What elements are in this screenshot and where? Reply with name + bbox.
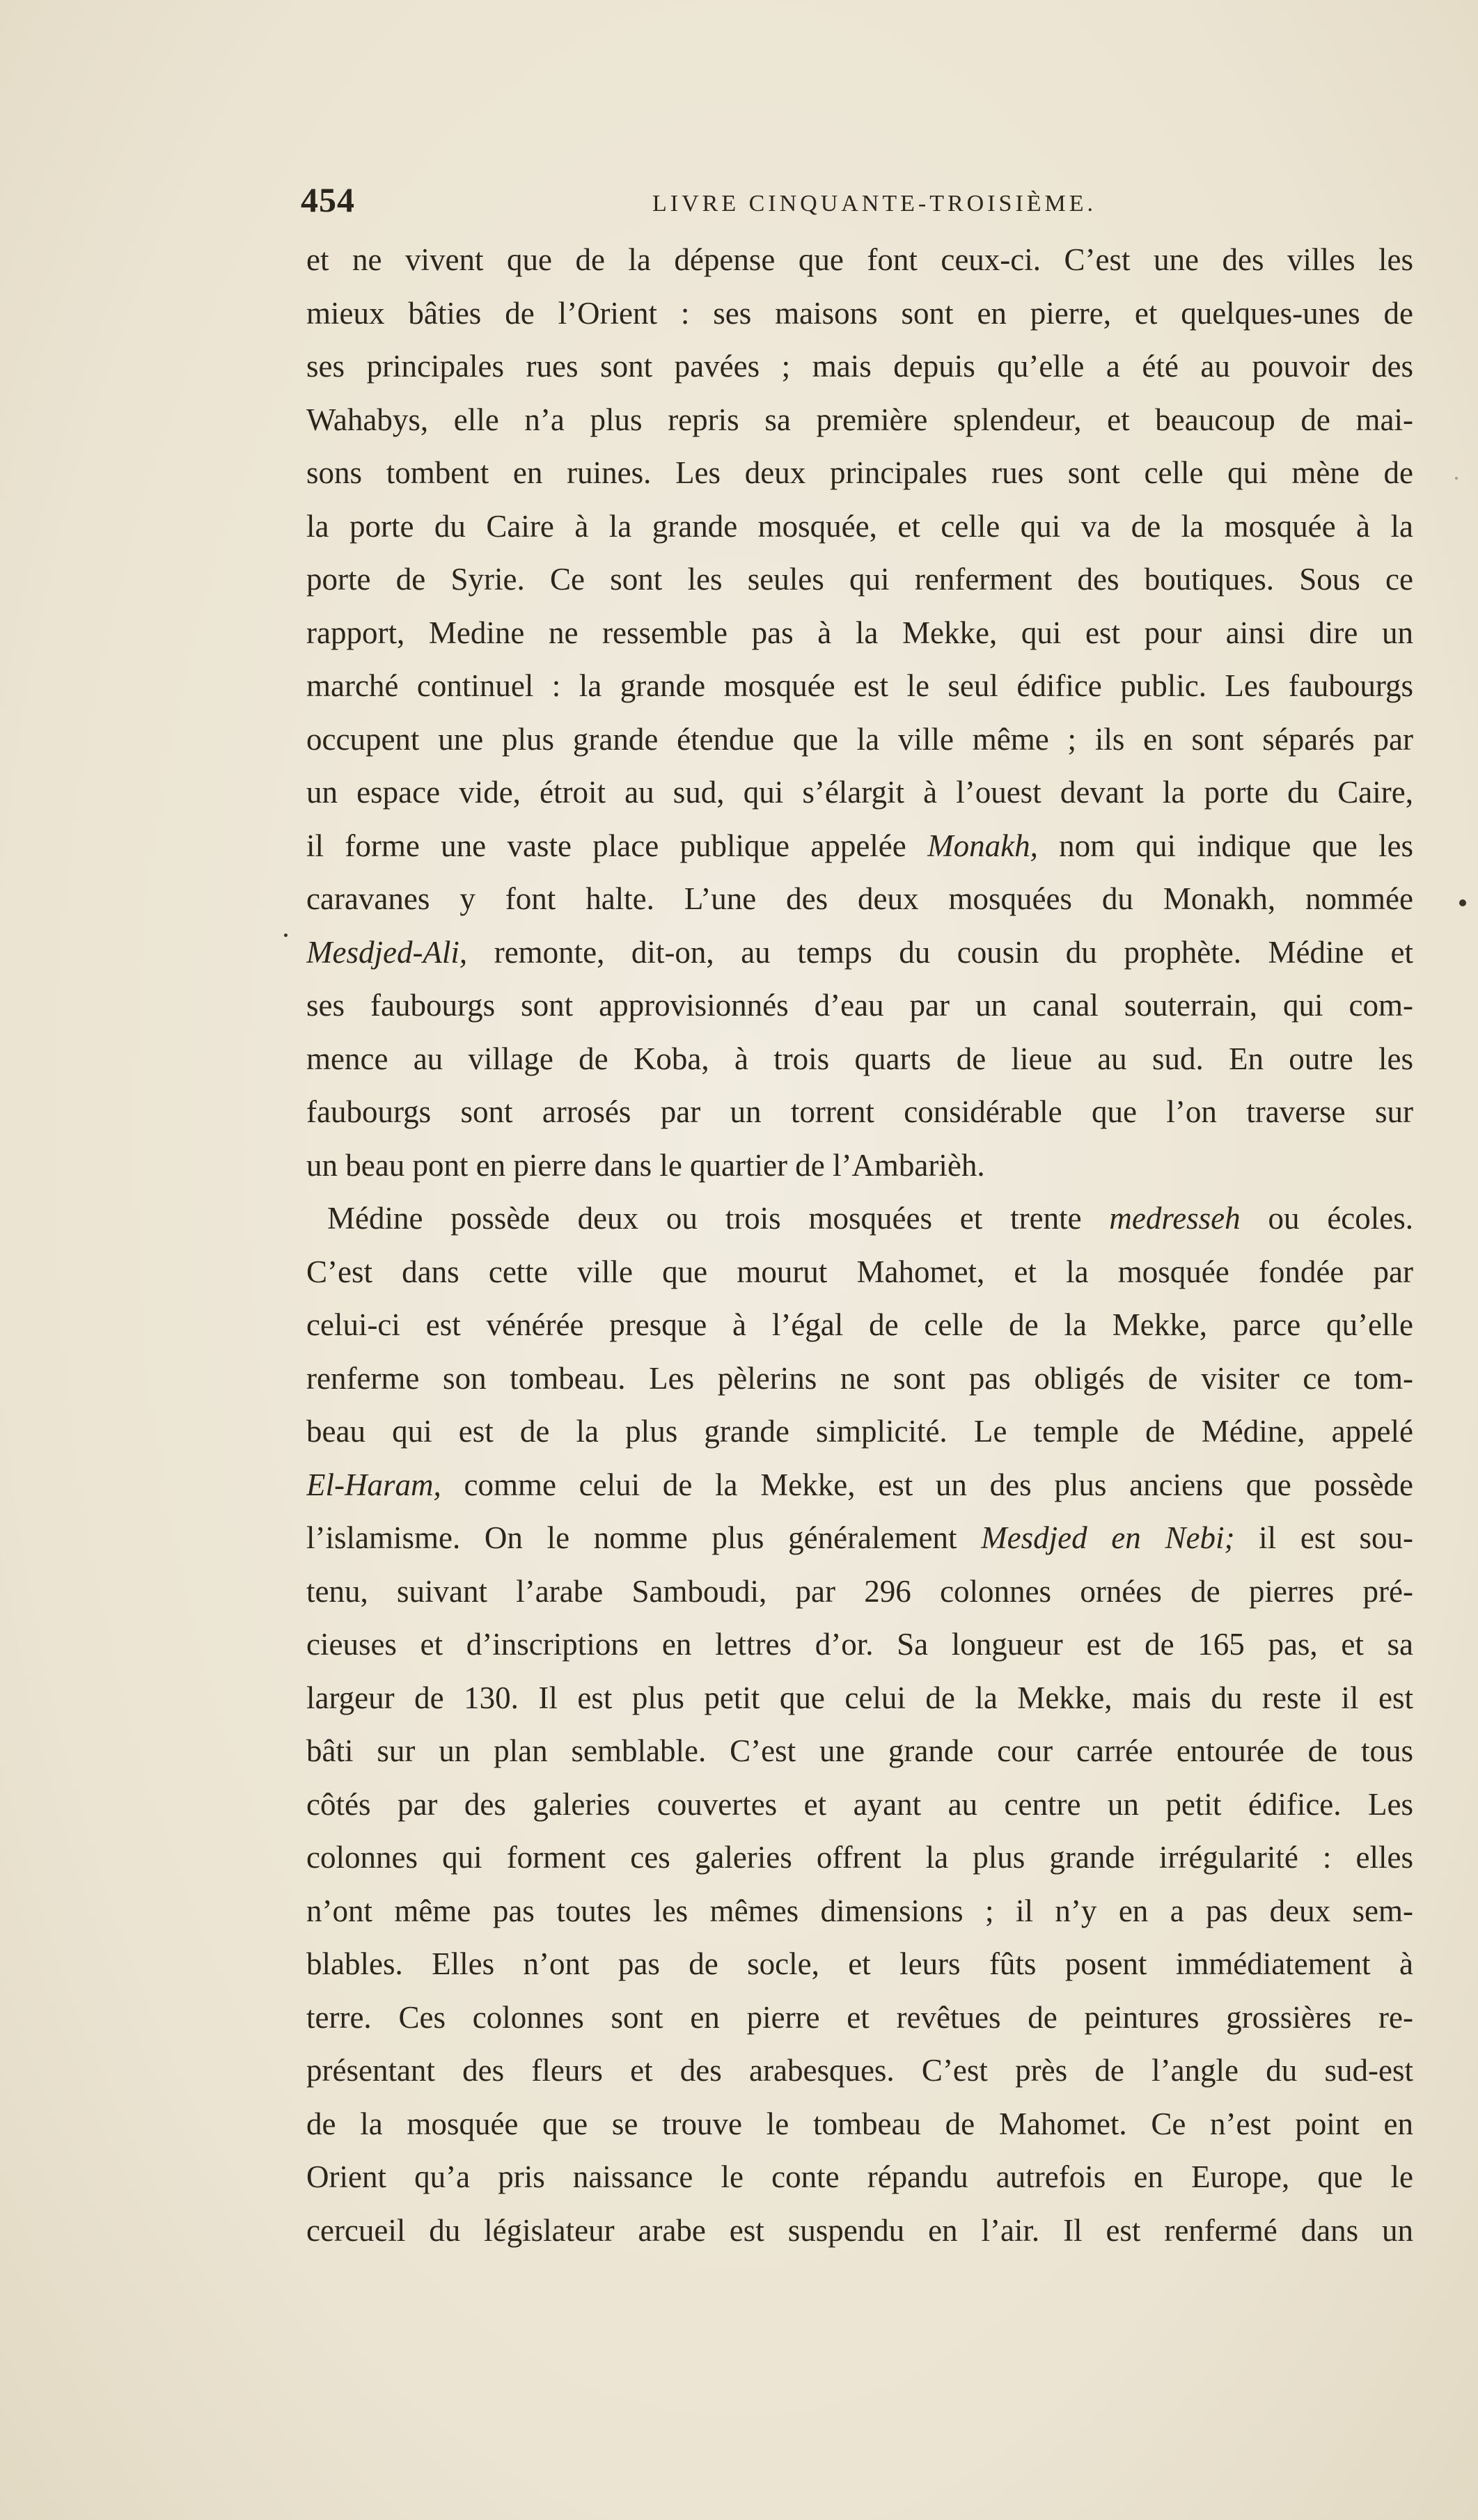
paper-speck — [284, 934, 288, 937]
text-run: la porte du Caire à la grande mosquée, et celle qui va de la mosquée à la — [306, 508, 1413, 544]
text-line — [306, 446, 1413, 500]
text-run: blables. Elles n’ont pas de socle, et leurs fûts posent immédiatement à — [306, 1946, 1413, 1981]
text-line — [306, 926, 1413, 979]
text-run: Wahabys, elle n’a plus repris sa première splendeur, et beaucoup de mai- — [306, 402, 1413, 437]
text-line — [306, 1511, 1413, 1565]
text-run: n’ont même pas toutes les mêmes dimensions ; il n’y en a pas deux sem- — [306, 1893, 1413, 1928]
text-run: faubourgs sont arrosés par un torrent considérable que l’on traverse sur — [306, 1094, 1413, 1129]
text-line — [306, 287, 1413, 340]
text-line — [306, 1298, 1413, 1352]
text-line — [306, 1458, 1413, 1512]
text-line — [306, 1085, 1413, 1139]
text-run: caravanes y font halte. L’une des deux mosquées du Monakh, nommée — [306, 881, 1413, 916]
running-title: LIVRE CINQUANTE-TROISIÈME. — [652, 191, 1097, 216]
text-run: Orient qu’a pris naissance le conte répandu autrefois en Europe, que le — [306, 2159, 1413, 2194]
text-run: côtés par des galeries couvertes et ayant au centre un petit édifice. Les — [306, 1786, 1413, 1822]
text-line — [306, 393, 1413, 447]
body-text — [306, 233, 1413, 2257]
text-run: celui-ci est vénérée presque à l’égal de celle de la Mekke, parce qu’elle — [306, 1307, 1413, 1342]
text-run: présentant des fleurs et des arabesques. C’est près de l’angle du sud-est — [306, 2053, 1413, 2088]
paper-speck — [1455, 477, 1458, 480]
text-line — [306, 2097, 1413, 2151]
text-run: bâti sur un plan semblable. C’est une grande cour carrée entourée de tous — [306, 1733, 1413, 1768]
text-line — [306, 819, 1413, 873]
running-head — [301, 180, 1408, 221]
italic-term: medresseh — [1109, 1201, 1241, 1236]
text-line — [306, 2150, 1413, 2204]
text-line — [306, 340, 1413, 393]
text-line — [306, 1724, 1413, 1778]
italic-term: Mesdjed-Ali, — [306, 934, 468, 970]
text-run: occupent une plus grande étendue que la ville même ; ils en sont séparés par — [306, 721, 1413, 757]
text-line — [306, 553, 1413, 606]
text-line — [306, 1032, 1413, 1086]
text-run: de la mosquée que se trouve le tombeau de Mahomet. Ce n’est point en — [306, 2106, 1413, 2141]
italic-term: Monakh, — [927, 828, 1038, 863]
paper-speck — [1459, 899, 1466, 906]
italic-term: El-Haram, — [306, 1467, 441, 1502]
text-line — [306, 1778, 1413, 1832]
text-run: cercueil du législateur arabe est suspendu en l’air. Il est renfermé dans un — [306, 2212, 1413, 2248]
text-line — [306, 979, 1413, 1032]
text-run: terre. Ces colonnes sont en pierre et revêtues de peintures grossières re- — [306, 1999, 1413, 2035]
text-line — [306, 713, 1413, 766]
text-line — [306, 606, 1413, 660]
text-line — [306, 1192, 1413, 1245]
text-run: C’est dans cette ville que mourut Mahomet, et la mosquée fondée par — [306, 1254, 1413, 1289]
text-line — [306, 1937, 1413, 1991]
text-run: renferme son tombeau. Les pèlerins ne sont pas obligés de visiter ce tom- — [306, 1360, 1413, 1396]
text-run: ses principales rues sont pavées ; mais depuis qu’elle a été au pouvoir des — [306, 349, 1413, 384]
text-line — [306, 2044, 1413, 2097]
text-run: tenu, suivant l’arabe Samboudi, par 296 colonnes ornées de pierres pré- — [306, 1573, 1413, 1609]
text-run: il forme une vaste place publique appelée — [306, 828, 928, 863]
text-run: marché continuel : la grande mosquée est le seul édifice public. Les faubourgs — [306, 668, 1413, 703]
text-line — [306, 1884, 1413, 1938]
text-line — [306, 233, 1413, 287]
text-line — [306, 1565, 1413, 1619]
text-run: ses faubourgs sont approvisionnés d’eau par un canal souterrain, qui com- — [306, 988, 1413, 1023]
text-line — [306, 1139, 1413, 1192]
text-line — [306, 2204, 1413, 2258]
text-run: porte de Syrie. Ce sont les seules qui renferment des boutiques. Sous ce — [306, 562, 1413, 597]
text-line — [306, 1352, 1413, 1405]
text-line — [306, 659, 1413, 713]
text-line — [306, 1991, 1413, 2045]
text-run: remonte, dit-on, au temps du cousin du prophète. Médine et — [467, 934, 1413, 970]
text-line — [306, 766, 1413, 819]
text-run: un beau pont en pierre dans le quartier de l’Ambarièh. — [306, 1147, 985, 1183]
text-run: cieuses et d’inscriptions en lettres d’or. Sa longueur est de 165 pas, et sa — [306, 1627, 1413, 1662]
text-line — [306, 500, 1413, 553]
text-run: ou écoles. — [1240, 1201, 1413, 1236]
text-run: sons tombent en ruines. Les deux principales rues sont celle qui mène de — [306, 455, 1413, 490]
text-run: rapport, Medine ne ressemble pas à la Mekke, qui est pour ainsi dire un — [306, 615, 1413, 650]
text-line — [306, 1831, 1413, 1884]
text-line — [306, 1245, 1413, 1299]
text-run: il est sou- — [1234, 1520, 1413, 1555]
text-line — [306, 872, 1413, 926]
text-run: et ne vivent que de la dépense que font ceux-ci. C’est une des villes les — [306, 242, 1413, 277]
text-line — [306, 1618, 1413, 1671]
text-run: l’islamisme. On le nomme plus généralement — [306, 1520, 982, 1555]
text-run: un espace vide, étroit au sud, qui s’élargit à l’ouest devant la porte du Caire, — [306, 775, 1413, 810]
text-run: mieux bâties de l’Orient : ses maisons sont en pierre, et quelques-unes de — [306, 295, 1413, 331]
italic-term: Mesdjed en Nebi; — [981, 1520, 1235, 1555]
text-line — [306, 1671, 1413, 1725]
text-run: nom qui indique que les — [1037, 828, 1413, 863]
text-run: colonnes qui forment ces galeries offrent la plus grande irrégularité : elles — [306, 1840, 1413, 1875]
text-line — [306, 1405, 1413, 1458]
page-number: 454 — [301, 180, 355, 219]
text-run: Médine possède deux ou trois mosquées et trente — [327, 1201, 1110, 1236]
text-run: beau qui est de la plus grande simplicité. Le temple de Médine, appelé — [306, 1414, 1413, 1449]
text-run: comme celui de la Mekke, est un des plus anciens que possède — [441, 1467, 1413, 1502]
text-run: largeur de 130. Il est plus petit que celui de la Mekke, mais du reste il est — [306, 1680, 1413, 1715]
text-run: mence au village de Koba, à trois quarts de lieue au sud. En outre les — [306, 1041, 1413, 1076]
